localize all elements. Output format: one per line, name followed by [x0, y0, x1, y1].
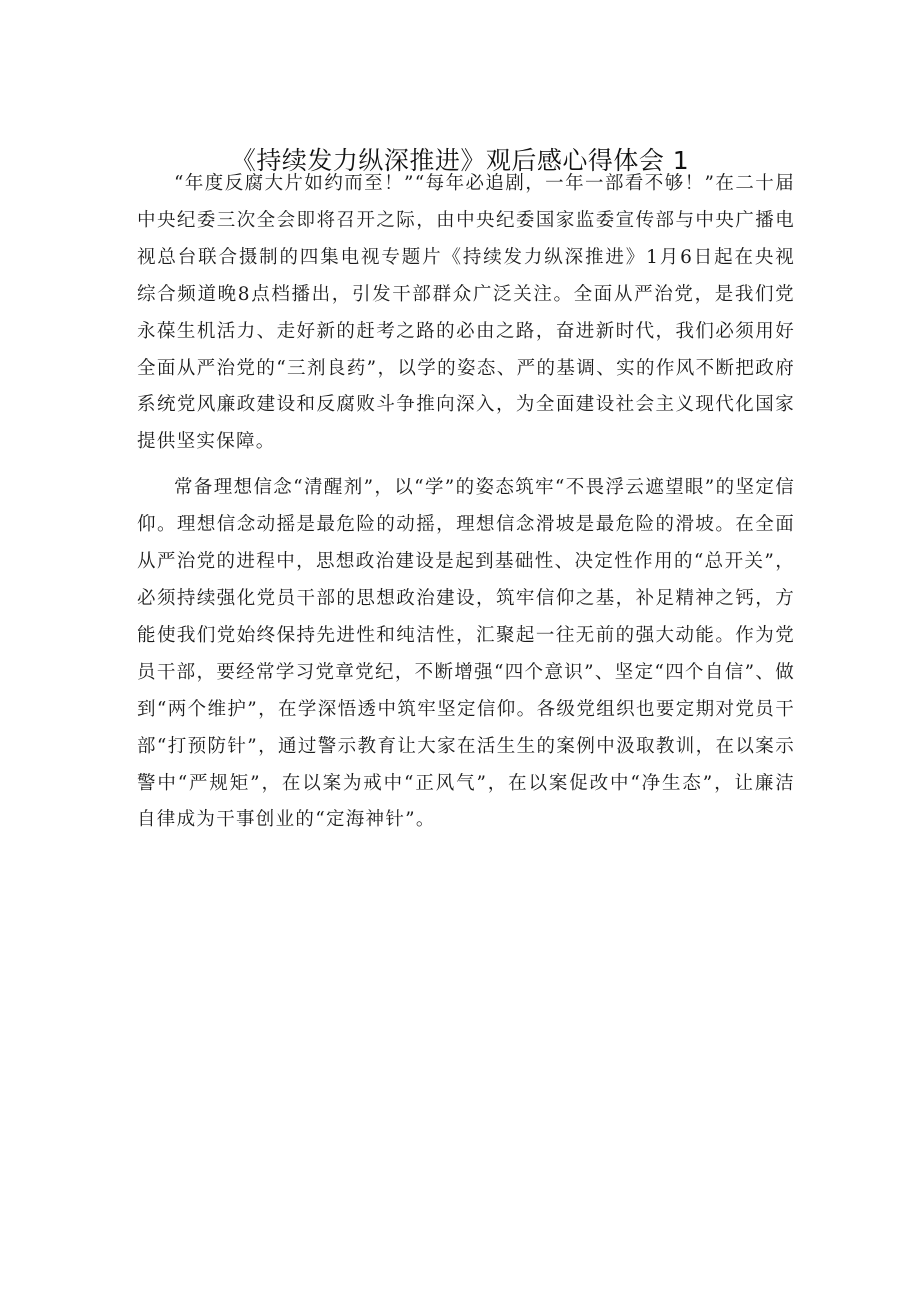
document-body: [137, 166, 795, 839]
document-title: 《持续发力纵深推进》观后感心得体会 1: [230, 145, 690, 175]
paragraph-1: “年度反腐大片如约而至！”“每年必追剧，一年一部看不够！”在二十届中央纪委三次全会即将召开之际，由中央纪委国家监委宣传部与中央广播电视总台联合摄制的四集电视专题片《持续发力纵深推进》1月6日起在央视综合频道晚8点档播出，引发干部群众广泛关注。全面从严治党，是我们党永葆生机活力、走好新的赶考之路的必由之路，奋进新时代，我们必须用好全面从严治党的“三剂良药”，以学的姿态、严的基调、实的作风不断把政府系统党风廉政建设和反腐败斗争推向深入，为全面建设社会主义现代化国家提供坚实保障。: [137, 173, 795, 453]
paragraph-2: 常备理想信念“清醒剂”，以“学”的姿态筑牢“不畏浮云遮望眼”的坚定信仰。理想信念动摇是最危险的动摇，理想信念滑坡是最危险的滑坡。在全面从严治党的进程中，思想政治建设是起到基础性、决定性作用的“总开关”，必须持续强化党员干部的思想政治建设，筑牢信仰之基，补足精神之钙，方能使我们党始终保持先进性和纯洁性，汇聚起一往无前的强大动能。作为党员干部，要经常学习党章党纪，不断增强“四个意识”、坚定“四个自信”、做到“两个维护”，在学深悟透中筑牢坚定信仰。各级党组织也要定期对党员干部“打预防针”，通过警示教育让大家在活生生的案例中汲取教训，在以案示警中“严规矩”，在以案为戒中“正风气”，在以案促改中“净生态”，让廉洁自律成为干事创业的“定海神针”。: [137, 477, 795, 831]
